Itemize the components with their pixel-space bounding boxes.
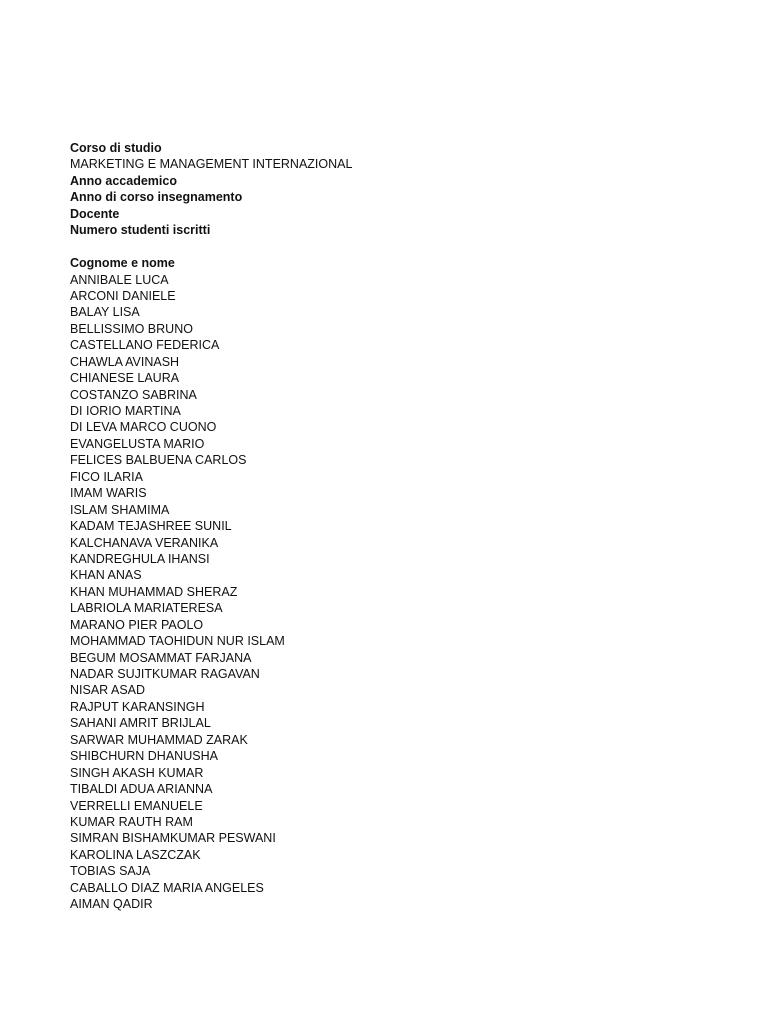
numero-studenti-label: Numero studenti iscritti [70, 223, 211, 238]
student-name: NISAR ASAD [70, 683, 146, 698]
student-name: ARCONI DANIELE [70, 288, 176, 303]
student-name: CHIANESE LAURA [70, 371, 180, 386]
student-name: MOHAMMAD TAOHIDUN NUR ISLAM [70, 634, 285, 649]
student-name: KADAM TEJASHREE SUNIL [70, 519, 232, 534]
student-name: BELLISSIMO BRUNO [70, 321, 193, 336]
student-name: RAJPUT KARANSINGH [70, 699, 205, 714]
student-name: FICO ILARIA [70, 469, 143, 484]
student-name: LABRIOLA MARIATERESA [70, 601, 223, 616]
student-name: MARANO PIER PAOLO [70, 617, 204, 632]
student-list-document [70, 140, 670, 913]
student-name: KAROLINA LASZCZAK [70, 847, 201, 862]
student-column-header: Cognome e nome [70, 256, 175, 271]
student-name: KALCHANAVA VERANIKA [70, 535, 219, 550]
student-name: DI LEVA MARCO CUONO [70, 420, 217, 435]
anno-accademico-label: Anno accademico [70, 173, 177, 188]
student-name: BEGUM MOSAMMAT FARJANA [70, 650, 252, 665]
student-name: KHAN ANAS [70, 568, 142, 583]
student-name: TOBIAS SAJA [70, 864, 151, 879]
student-name: ANNIBALE LUCA [70, 272, 169, 287]
student-name: EVANGELUSTA MARIO [70, 436, 205, 451]
student-name: KUMAR RAUTH RAM [70, 814, 193, 829]
student-name: COSTANZO SABRINA [70, 387, 197, 402]
student-name: SINGH AKASH KUMAR [70, 765, 204, 780]
student-name: CHAWLA AVINASH [70, 354, 180, 369]
student-name: ISLAM SHAMIMA [70, 502, 170, 517]
student-name: VERRELLI EMANUELE [70, 798, 203, 813]
student-name: SAHANI AMRIT BRIJLAL [70, 716, 211, 731]
docente-label: Docente [70, 206, 120, 221]
student-name: BALAY LISA [70, 305, 140, 320]
corso-value: MARKETING E MANAGEMENT INTERNAZIONAL [70, 157, 353, 172]
student-name: AIMAN QADIR [70, 897, 153, 912]
student-name: SARWAR MUHAMMAD ZARAK [70, 732, 248, 747]
student-name: CABALLO DIAZ MARIA ANGELES [70, 880, 264, 895]
student-list [70, 272, 670, 913]
student-name: KANDREGHULA IHANSI [70, 551, 210, 566]
student-name: IMAM WARIS [70, 486, 147, 501]
student-name: SHIBCHURN DHANUSHA [70, 749, 218, 764]
student-name: SIMRAN BISHAMKUMAR PESWANI [70, 831, 276, 846]
student-name: CASTELLANO FEDERICA [70, 338, 220, 353]
student-name: KHAN MUHAMMAD SHERAZ [70, 584, 238, 599]
student-name: NADAR SUJITKUMAR RAGAVAN [70, 667, 260, 681]
student-name: TIBALDI ADUA ARIANNA [70, 782, 213, 797]
anno-corso-label: Anno di corso insegnamento [70, 190, 243, 205]
section-spacer [70, 239, 670, 255]
student-name: DI IORIO MARTINA [70, 404, 181, 418]
student-name: FELICES BALBUENA CARLOS [70, 453, 247, 468]
corso-label: Corso di studio [70, 141, 162, 155]
